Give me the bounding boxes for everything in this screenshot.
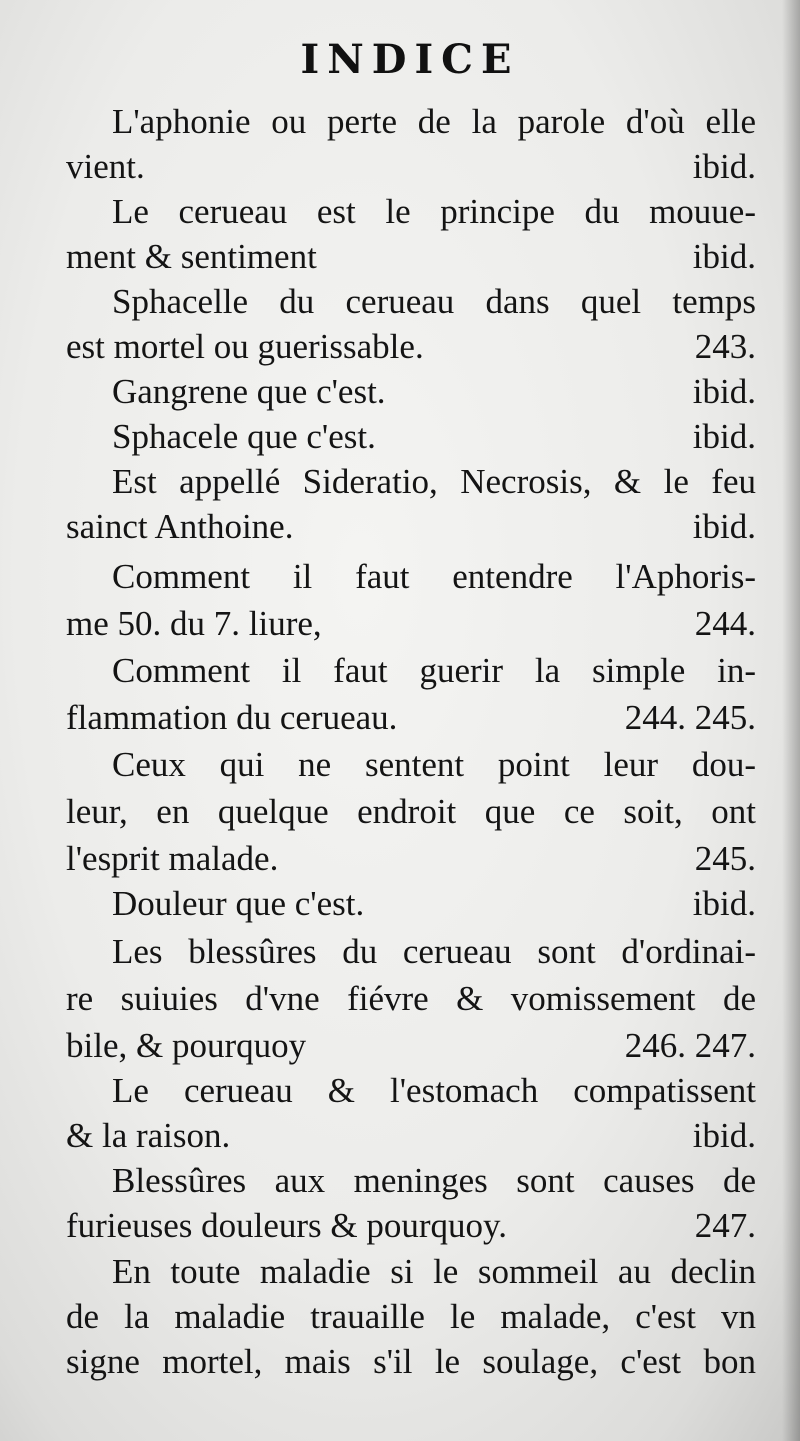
index-line (112, 882, 756, 926)
index-line (66, 235, 756, 279)
page-reference: ibid. (692, 1116, 756, 1155)
page-reference: 247. (694, 1206, 756, 1245)
page-reference: 245. (694, 839, 756, 878)
page-reference: 244. 245. (624, 698, 756, 737)
index-line (112, 1250, 756, 1294)
page-reference: 244. (694, 604, 756, 643)
index-line-text: vient. (66, 147, 145, 186)
index-line (66, 837, 756, 881)
index-line (66, 505, 756, 549)
index-line-text: bile, & pourquoy (66, 1026, 307, 1065)
index-line-text: re suiuies d'vne fiévre & vomissement de (66, 979, 756, 1018)
index-line (112, 649, 756, 693)
page-reference: 243. (694, 327, 756, 366)
index-line-text: Comment il faut entendre l'Aphoris- (112, 557, 756, 596)
index-line (112, 1069, 756, 1113)
index-line (66, 790, 756, 834)
index-line-text: furieuses douleurs & pourquoy. (66, 1206, 507, 1245)
index-line-text: Le cerueau & l'estomach compatissent (112, 1071, 756, 1110)
index-line (112, 280, 756, 324)
index-line (112, 190, 756, 234)
index-line (66, 696, 756, 740)
page-reference: ibid. (692, 237, 756, 276)
index-line-text: Ceux qui ne sentent point leur dou- (112, 745, 756, 784)
index-line-text: Blessûres aux meninges sont causes de (112, 1161, 756, 1200)
page-reference: ibid. (692, 507, 756, 546)
index-line-text: Les blessûres du cerueau sont d'ordinai- (112, 932, 756, 971)
index-line-text: Douleur que c'est. (112, 884, 365, 923)
index-line-text: flammation du cerueau. (66, 698, 398, 737)
page-reference: ibid. (692, 884, 756, 923)
index-line (66, 977, 756, 1021)
index-line-text: Gangrene que c'est. (112, 372, 386, 411)
index-line-text: Comment il faut guerir la simple in- (112, 651, 756, 690)
index-line-text: Sphacele que c'est. (112, 417, 376, 456)
index-line-text: leur, en quelque endroit que ce soit, ont (66, 792, 756, 831)
index-line (66, 602, 756, 646)
index-line (112, 930, 756, 974)
index-line (66, 325, 756, 369)
page-reference: ibid. (692, 147, 756, 186)
index-line (112, 555, 756, 599)
index-line (112, 460, 756, 504)
index-line-text: & la raison. (66, 1116, 231, 1155)
index-line (66, 1340, 756, 1384)
index-line (66, 1024, 756, 1068)
page-reference: 246. 247. (624, 1026, 756, 1065)
index-line (112, 1159, 756, 1203)
index-line-text: En toute maladie si le sommeil au declin (112, 1252, 756, 1291)
index-line-text: sainct Anthoine. (66, 507, 294, 546)
index-line-text: l'esprit malade. (66, 839, 279, 878)
index-line-text: me 50. du 7. liure, (66, 604, 322, 643)
index-line (66, 1204, 756, 1248)
index-line-text: Sphacelle du cerueau dans quel temps (112, 282, 756, 321)
page-header: INDICE (300, 36, 520, 83)
index-line-text: Est appellé Sideratio, Necrosis, & le feu (112, 462, 756, 501)
index-line (112, 100, 756, 144)
index-line-text: ment & sentiment (66, 237, 317, 276)
index-line (112, 415, 756, 459)
page-reference: ibid. (692, 372, 756, 411)
page-reference: ibid. (692, 417, 756, 456)
index-line-text: de la maladie trauaille le malade, c'est vn (66, 1297, 756, 1336)
index-line (112, 370, 756, 414)
index-line (66, 1114, 756, 1158)
index-line-text: est mortel ou guerissable. (66, 327, 424, 366)
index-line (66, 145, 756, 189)
index-line (112, 743, 756, 787)
index-line (66, 1295, 756, 1339)
index-line-text: Le cerueau est le principe du mouue- (112, 192, 756, 231)
index-line-text: L'aphonie ou perte de la parole d'où elle (112, 102, 756, 141)
index-line-text: signe mortel, mais s'il le soulage, c'est bon (66, 1342, 756, 1381)
